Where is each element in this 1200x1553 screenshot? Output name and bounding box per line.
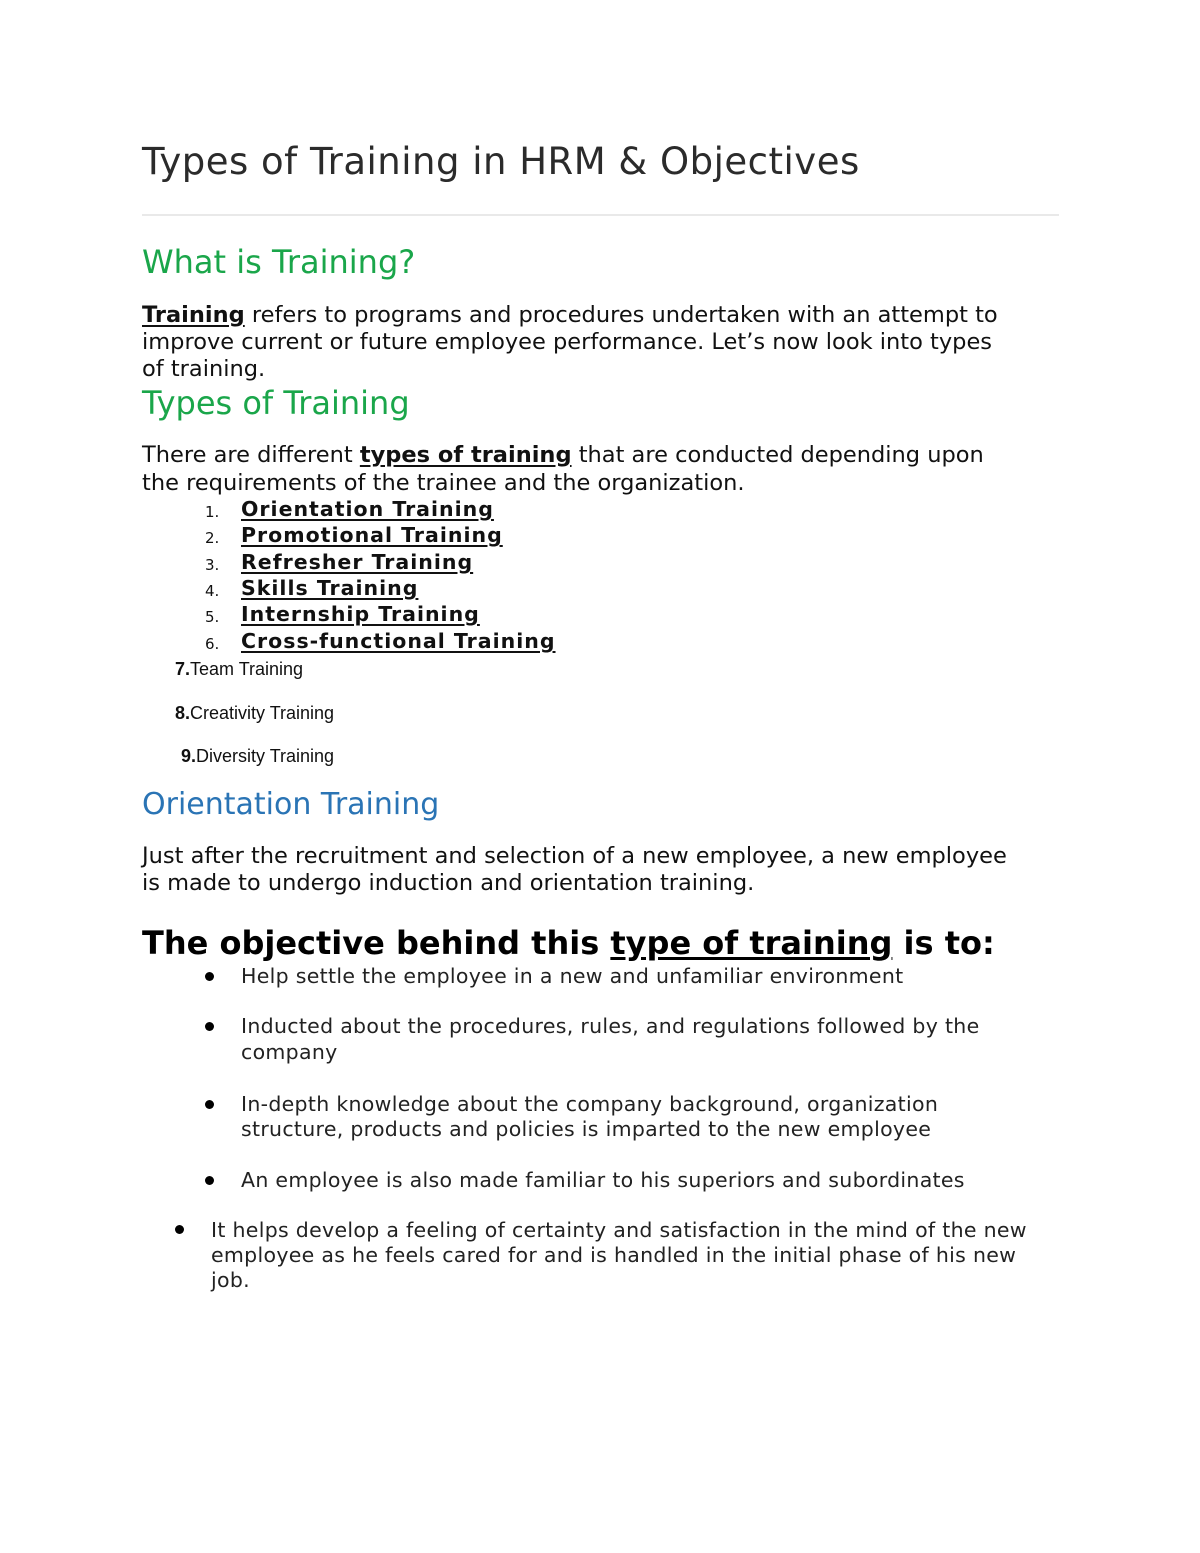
bullet-dot — [205, 1176, 214, 1185]
what-is-line-3: of training. — [142, 356, 266, 382]
types-intro-after: that are conducted depending upon — [571, 442, 984, 468]
list-item-link-promotional[interactable]: Promotional Training — [241, 523, 503, 547]
extra-list-item-team — [175, 659, 303, 680]
objective-heading — [142, 924, 995, 962]
extra-list-item-diversity — [181, 746, 334, 767]
bullet-text: In-depth knowledge about the company background, organization — [241, 1092, 939, 1116]
list-item-number: 2. — [205, 529, 220, 547]
list-item-number: 9. — [181, 746, 197, 766]
type-of-training-link[interactable]: type of training — [610, 924, 893, 962]
orientation-line-1: Just after the recruitment and selection of a new employee, a new employee — [142, 843, 1007, 869]
document-title: Types of Training in HRM & Objectives — [142, 140, 860, 183]
list-item-number: 8. — [175, 703, 191, 723]
bullet-text: Inducted about the procedures, rules, and regulations followed by the — [241, 1014, 980, 1038]
objective-heading-after: is to: — [892, 924, 995, 962]
bullet-dot — [175, 1225, 184, 1234]
list-item-label: Team Training — [190, 659, 304, 679]
what-is-line-1 — [142, 302, 998, 329]
objective-heading-before: The objective behind this — [142, 924, 611, 962]
bullet-text: company — [241, 1040, 338, 1064]
bullet-text: Help settle the employee in a new and unfamiliar environment — [241, 964, 904, 988]
list-item-link-orientation[interactable]: Orientation Training — [241, 497, 494, 521]
list-item-number: 1. — [205, 503, 220, 521]
bullet-dot — [205, 1100, 214, 1109]
bullet-text: It helps develop a feeling of certainty and satisfaction in the mind of the new — [211, 1218, 1027, 1242]
list-item-link-internship[interactable]: Internship Training — [241, 602, 480, 626]
bullet-dot — [205, 972, 214, 981]
heading-types-of-training: Types of Training — [142, 384, 410, 422]
types-intro-line-1 — [142, 442, 984, 469]
heading-orientation-training: Orientation Training — [142, 787, 440, 822]
list-item-label: Diversity Training — [196, 746, 335, 766]
what-is-line-1-rest: refers to programs and procedures undertaken with an attempt to — [244, 302, 998, 328]
list-item-number: 7. — [175, 659, 191, 679]
bullet-text: structure, products and policies is imparted to the new employee — [241, 1117, 932, 1141]
list-item-link-refresher[interactable]: Refresher Training — [241, 550, 474, 574]
list-item-number: 3. — [205, 556, 220, 574]
bullet-text: employee as he feels cared for and is handled in the initial phase of his new — [211, 1243, 1017, 1267]
list-item-number: 6. — [205, 635, 220, 653]
bullet-text: job. — [211, 1268, 250, 1292]
list-item-number: 5. — [205, 608, 220, 626]
list-item-number: 4. — [205, 582, 220, 600]
types-intro-before: There are different — [142, 442, 360, 468]
title-divider — [142, 214, 1059, 216]
bullet-dot — [205, 1022, 214, 1031]
list-item-link-skills[interactable]: Skills Training — [241, 576, 419, 600]
heading-what-is-training: What is Training? — [142, 243, 416, 281]
orientation-line-2: is made to undergo induction and orientation training. — [142, 870, 755, 896]
list-item-label: Creativity Training — [190, 703, 335, 723]
training-term-link[interactable]: Training — [142, 302, 245, 328]
extra-list-item-creativity — [175, 703, 334, 724]
list-item-link-cross-functional[interactable]: Cross-functional Training — [241, 629, 556, 653]
bullet-text: An employee is also made familiar to his superiors and subordinates — [241, 1168, 965, 1192]
types-of-training-link[interactable]: types of training — [359, 442, 572, 468]
what-is-line-2: improve current or future employee performance. Let’s now look into types — [142, 329, 993, 355]
types-intro-line-2: the requirements of the trainee and the organization. — [142, 470, 745, 496]
